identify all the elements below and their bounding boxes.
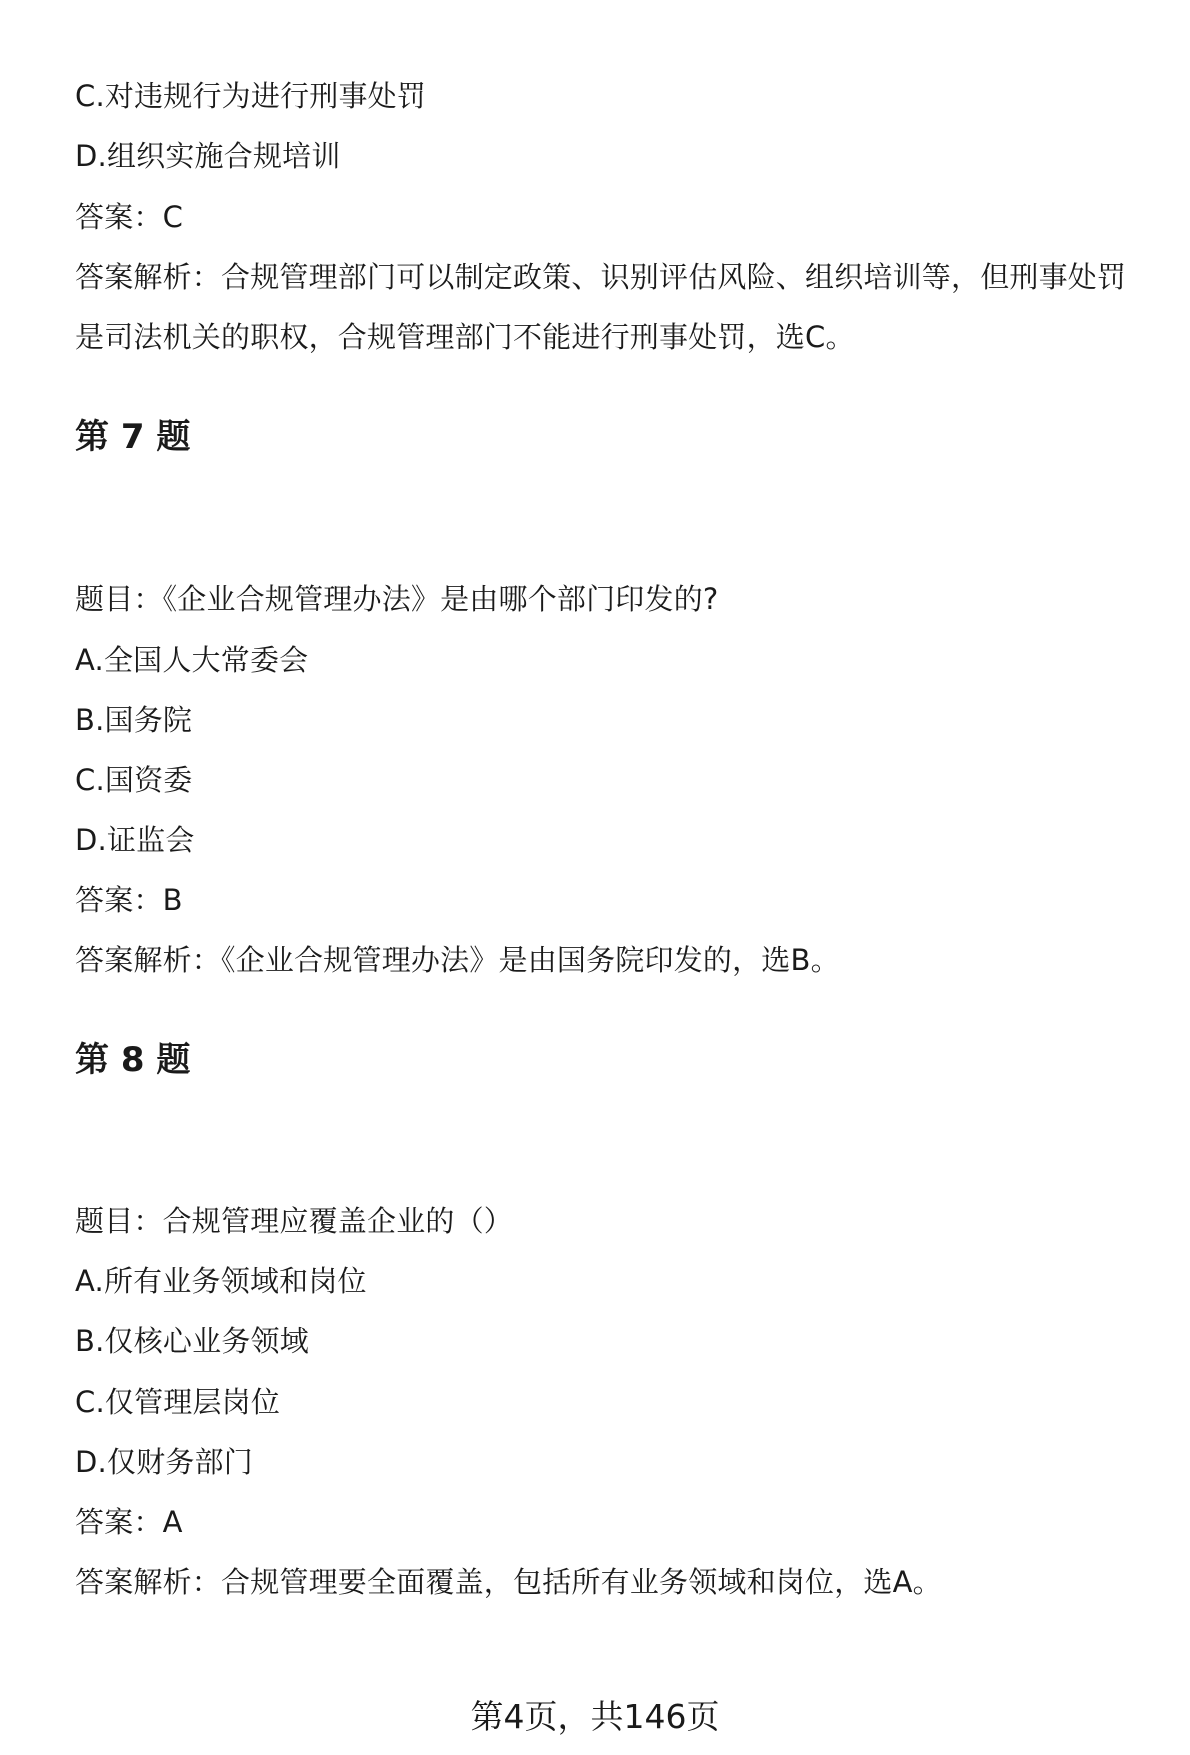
q7-analysis: 答案解析：《企业合规管理办法》是由国务院印发的，选B。 bbox=[75, 943, 840, 977]
q6-answer: 答案：C bbox=[75, 200, 184, 234]
q7-option-a: A.全国人大常委会 bbox=[75, 643, 309, 677]
q6-option-c: C.对违规行为进行刑事处罚 bbox=[75, 79, 427, 113]
page-number-footer: 第4页，共146页 bbox=[470, 1697, 720, 1736]
q7-option-c: C.国资委 bbox=[75, 763, 193, 797]
q7-question: 题目：《企业合规管理办法》是由哪个部门印发的? bbox=[75, 582, 719, 616]
q7-option-b: B.国务院 bbox=[75, 703, 193, 737]
q6-analysis-line-2: 是司法机关的职权，合规管理部门不能进行刑事处罚，选C。 bbox=[75, 320, 855, 354]
q8-option-b: B.仅核心业务领域 bbox=[75, 1324, 309, 1358]
q6-option-d: D.组织实施合规培训 bbox=[75, 139, 341, 173]
q7-answer: 答案：B bbox=[75, 883, 183, 917]
q8-option-a: A.所有业务领域和岗位 bbox=[75, 1264, 367, 1298]
q8-heading: 第 8 题 bbox=[75, 1040, 191, 1080]
q7-option-d: D.证监会 bbox=[75, 823, 195, 857]
q6-analysis-line-1: 答案解析：合规管理部门可以制定政策、识别评估风险、组织培训等，但刑事处罚 bbox=[75, 260, 1127, 294]
q8-option-d: D.仅财务部门 bbox=[75, 1445, 253, 1479]
q8-answer: 答案：A bbox=[75, 1505, 183, 1539]
q8-question: 题目：合规管理应覆盖企业的（） bbox=[75, 1204, 514, 1238]
q8-analysis: 答案解析：合规管理要全面覆盖，包括所有业务领域和岗位，选A。 bbox=[75, 1565, 942, 1599]
q7-heading: 第 7 题 bbox=[75, 417, 191, 457]
q8-option-c: C.仅管理层岗位 bbox=[75, 1385, 281, 1419]
